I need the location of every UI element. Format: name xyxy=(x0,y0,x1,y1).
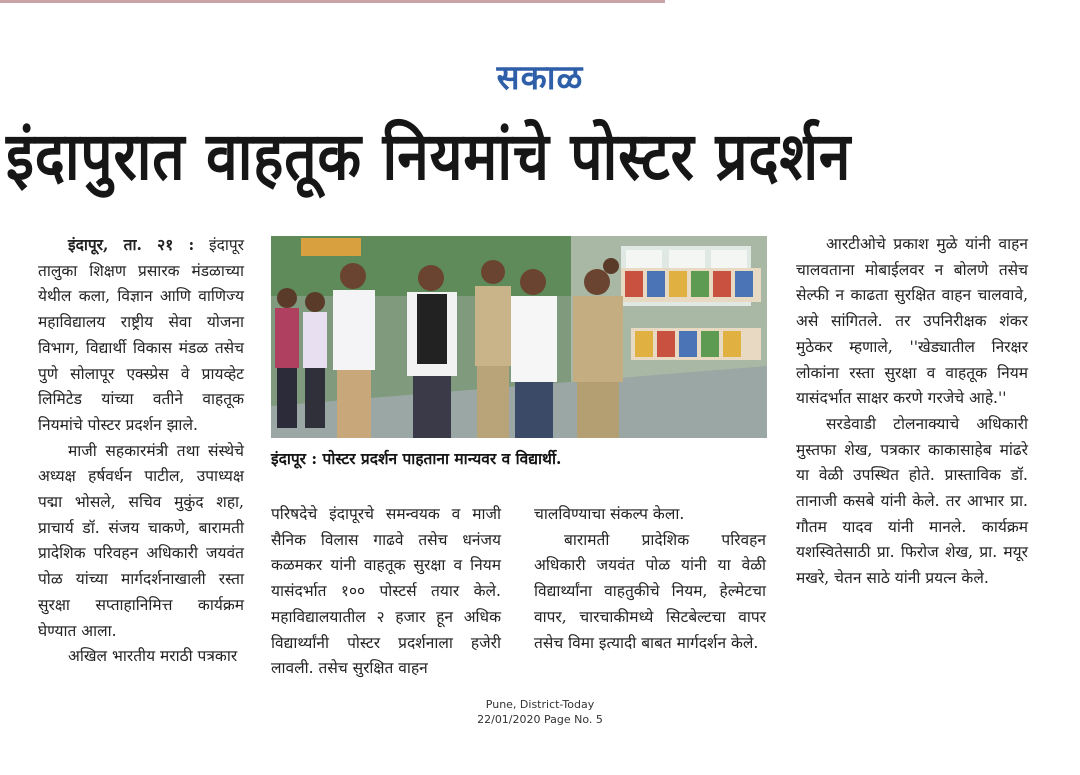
article-column-3 xyxy=(534,502,766,656)
newspaper-masthead: सकाळ xyxy=(496,58,584,98)
article-column-1 xyxy=(38,232,244,670)
column-3-paragraph-2: बारामती प्रादेशिक परिवहन अधिकारी जयवंत पोळ यांनी या वेळी विद्यार्थ्यांना वाहतुकीचे नियम, हेल्मेटचा वापर, चारचाकीमध्ये सिटबेल्टचा वापर तसेच विमा इत्यादी बाबत मार्गदर्शन केले. xyxy=(534,530,766,652)
column-1-paragraph-2: माजी सहकारमंत्री तथा संस्थेचे अध्यक्ष हर्षवर्धन पाटील, उपाध्यक्ष पद्मा भोसले, सचिव मुकुंद शहा, प्राचार्य डॉ. संजय चाकणे, बारामती प्रादेशिक परिवहन अधिकारी जयवंत पोळ यांच्या मार्गदर्शनाखाली रस्ता सुरक्षा सप्ताहानिमित्त कार्यक्रम घेण्यात आला. xyxy=(38,441,244,640)
column-4-paragraph-1: आरटीओचे प्रकाश मुळे यांनी वाहन चालवताना मोबाईलवर न बोलणे तसेच सेल्फी न काढता सुरक्षित वाहन चालवावे, असे सांगितले. तर उपनिरीक्षक शंकर मुठेकर म्हणाले, ''खेड्यातील निरक्षर लोकांना रस्ता सुरक्षा व वाहतूक नियम यासंदर्भात साक्षर करणे गरजेचे आहे.'' xyxy=(796,235,1028,408)
column-2-paragraph-1: परिषदेचे इंदापूरचे समन्वयक व माजी सैनिक विलास गाढवे तसेच धनंजय कळमकर यांनी वाहतूक सुरक्षा व नियम यासंदर्भात १०० पोस्टर्स तयार केले. महाविद्यालयातील २ हजार हून अधिक विद्यार्थ्यांनी पोस्टर प्रदर्शनाला हजेरी लावली. तसेच सुरक्षित वाहन xyxy=(271,505,501,678)
page-footer xyxy=(0,697,1080,727)
column-4-paragraph-2: सरडेवाडी टोलनाक्याचे अधिकारी मुस्तफा शेख, पत्रकार काकासाहेब मांढरे या वेळी उपस्थित होते. प्रास्ताविक डॉ. तानाजी कसबे यांनी केले. तर आभार प्रा. गौतम यादव यांनी मानले. कार्यक्रम यशस्वितेसाठी प्रा. फिरोज शेख, प्रा. मयूर मखरे, चेतन साठे यांनी प्रयत्न केले. xyxy=(796,414,1028,588)
footer-edition: Pune, District-Today xyxy=(485,698,595,711)
column-3-paragraph-1: चालविण्याचा संकल्प केला. xyxy=(534,505,685,523)
article-headline: इंदापुरात वाहतूक नियमांचे पोस्टर प्रदर्शन xyxy=(6,118,852,195)
column-1-text-1: इंदापूर तालुका शिक्षण प्रसारक मंडळाच्या येथील कला, विज्ञान आणि वाणिज्य महाविद्यालय राष्ट्रीय सेवा योजना विभाग, विद्यार्थी विकास मंडळ तसेच पुणे सोलापूर एक्स्प्रेस वे प्रायव्हेट लिमिटेड यांच्या वतीने वाहतूक नियमांचे पोस्टर प्रदर्शन झाले. xyxy=(38,236,244,434)
article-photo xyxy=(271,236,767,438)
top-rule xyxy=(0,0,665,3)
article-column-2 xyxy=(271,502,501,682)
article-column-4 xyxy=(796,232,1028,592)
footer-date-page: 22/01/2020 Page No. 5 xyxy=(477,713,603,726)
photo-caption: इंदापूर : पोस्टर प्रदर्शन पाहताना मान्यवर व विद्यार्थी. xyxy=(271,449,562,468)
photo-illustration xyxy=(271,236,767,438)
column-1-paragraph-1 xyxy=(38,232,244,439)
column-1-paragraph-3: अखिल भारतीय मराठी पत्रकार xyxy=(68,647,238,666)
dateline: इंदापूर, ता. २१ : xyxy=(68,235,195,254)
